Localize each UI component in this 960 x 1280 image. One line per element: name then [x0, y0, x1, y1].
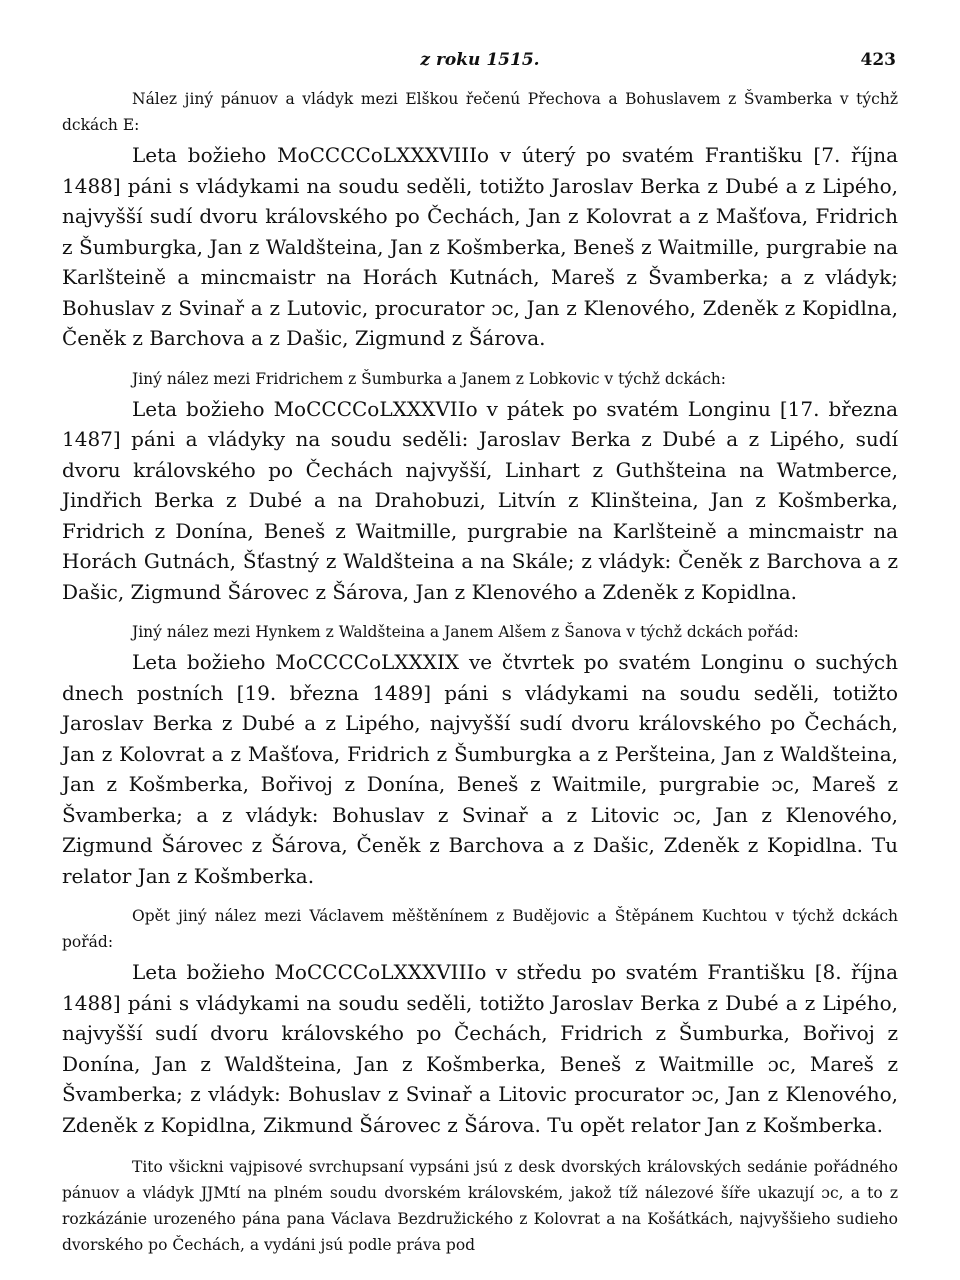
entry-heading: Jiný nález mezi Hynkem z Waldšteina a Janem Alšem z Šanova v týchž dckách pořád:	[132, 623, 799, 641]
entry-text: Leta božieho MoCCCCoLXXXIX ve čtvrtek po svatém Longinu o suchých dnech postních [19. března 1489] páni s vládykami na soudu seděli, totižto Jaroslav Berka z Dubé a z Lipého, najvyšší sudí dvoru královského po Čechách, Jan z Kolovrat a z Mašťova, Fridrich z Šumburgka a z Peršteina, Jan z Waldšteina, Jan z Košmberka, Bořivoj z Donína, Beneš z Waitmile, purgrabie ɔc, Mareš z Švamberka; a z vládyk: Bohuslav z Svinař a z Litovic ɔc, Jan z Klenového, Zigmund Šárovec z Šárova, Čeněk z Barchova a z Dašic, Zdeněk z Kopidlna. Tu relator Jan z Košmberka.	[62, 650, 898, 888]
entry-heading: Nález jiný pánuov a vládyk mezi Elškou řečenú Přechova a Bohuslavem z Švamberka v týchž dckách E:	[62, 90, 898, 134]
entry-text: Leta božieho MoCCCCoLXXXVIIo v pátek po svatém Longinu [17. března 1487] páni a vládyky na soudu seděli: Jaroslav Berka z Dubé a z Lipého, sudí dvoru královského po Čechách najvyšší, Linhart z Guthšteina na Watmberce, Jindřich Berka z Dubé a na Drahobuzi, Litvín z Klinšteina, Jan z Košmberka, Fridrich z Donína, Beneš z Waitmille, purgrabie na Karlšteině a mincmaistr na Horách Gutnách, Šťastný z Waldšteina a na Skále; z vládyk: Čeněk z Barchova a z Dašic, Zigmund Šárovec z Šárova, Jan z Klenového a Zdeněk z Kopidlna.	[62, 396, 898, 604]
entry-heading: Jiný nález mezi Fridrichem z Šumburka a Janem z Lobkovic v týchž dckách:	[132, 369, 726, 388]
entry-text: Leta božieho MoCCCCoLXXXVIIIo v středu po svatém Františku [8. října 1488] páni s vládykami na soudu seděli, totižto Jaroslav Berka z Dubé a z Lipého, najvyšší sudí dvoru královského po Čechách, Fridrich z Šumburka, Bořivoj z Donína, Jan z Waldšteina, Jan z Košmberka, Beneš z Waitmille ɔc, Mareš z Švamberka; z vládyk: Bohuslav z Svinař a Litovic procurator ɔc, Jan z Klenového, Zdeněk z Kopidlna, Zikmund Šárovec z Šárova. Tu opět relator Jan z Košmberka.	[62, 960, 898, 1137]
running-head	[62, 44, 898, 74]
closing-paragraph: Tito všickni vajpisové svrchupsaní vypsáni jsú z desk dvorských královských sedánie pořádného pánuov a vládyk JJMtí na plném soudu dvorském královském, jakož tíž nálezové šíře ukazují ɔc, a to z rozkázánie urozeného pána pana Václava Bezdružického z Kolovrat a na Košátkách, najvyššieho sudieho dvorského po Čechách, a vydáni jsú podle práva pod	[62, 1158, 898, 1254]
entry-heading: Opět jiný nález mezi Václavem měštěnínem z Budějovic a Štěpánem Kuchtou v týchž dckách pořád:	[62, 907, 898, 951]
running-title: z roku 1515.	[420, 50, 540, 70]
entry-text: Leta božieho MoCCCCoLXXXVIIIo v úterý po svatém Františku [7. října 1488] páni s vládykami na soudu seděli, totižto Jaroslav Berka z Dubé a z Lipého, najvyšší sudí dvoru královského po Čechách, Jan z Kolovrat a z Mašťova, Fridrich z Šumburgka, Jan z Waldšteina, Jan z Košmberka, Beneš z Waitmille, purgrabie na Karlšteině a mincmaistr na Horách Kutnách, Mareš z Švamberka; a z vládyk; Bohuslav z Svinař a z Lutovic, procurator ɔc, Jan z Klenového, Zdeněk z Kopidlna, Čeněk z Barchova a z Dašic, Zigmund z Šárova.	[62, 143, 898, 350]
page-number: 423	[860, 50, 896, 70]
